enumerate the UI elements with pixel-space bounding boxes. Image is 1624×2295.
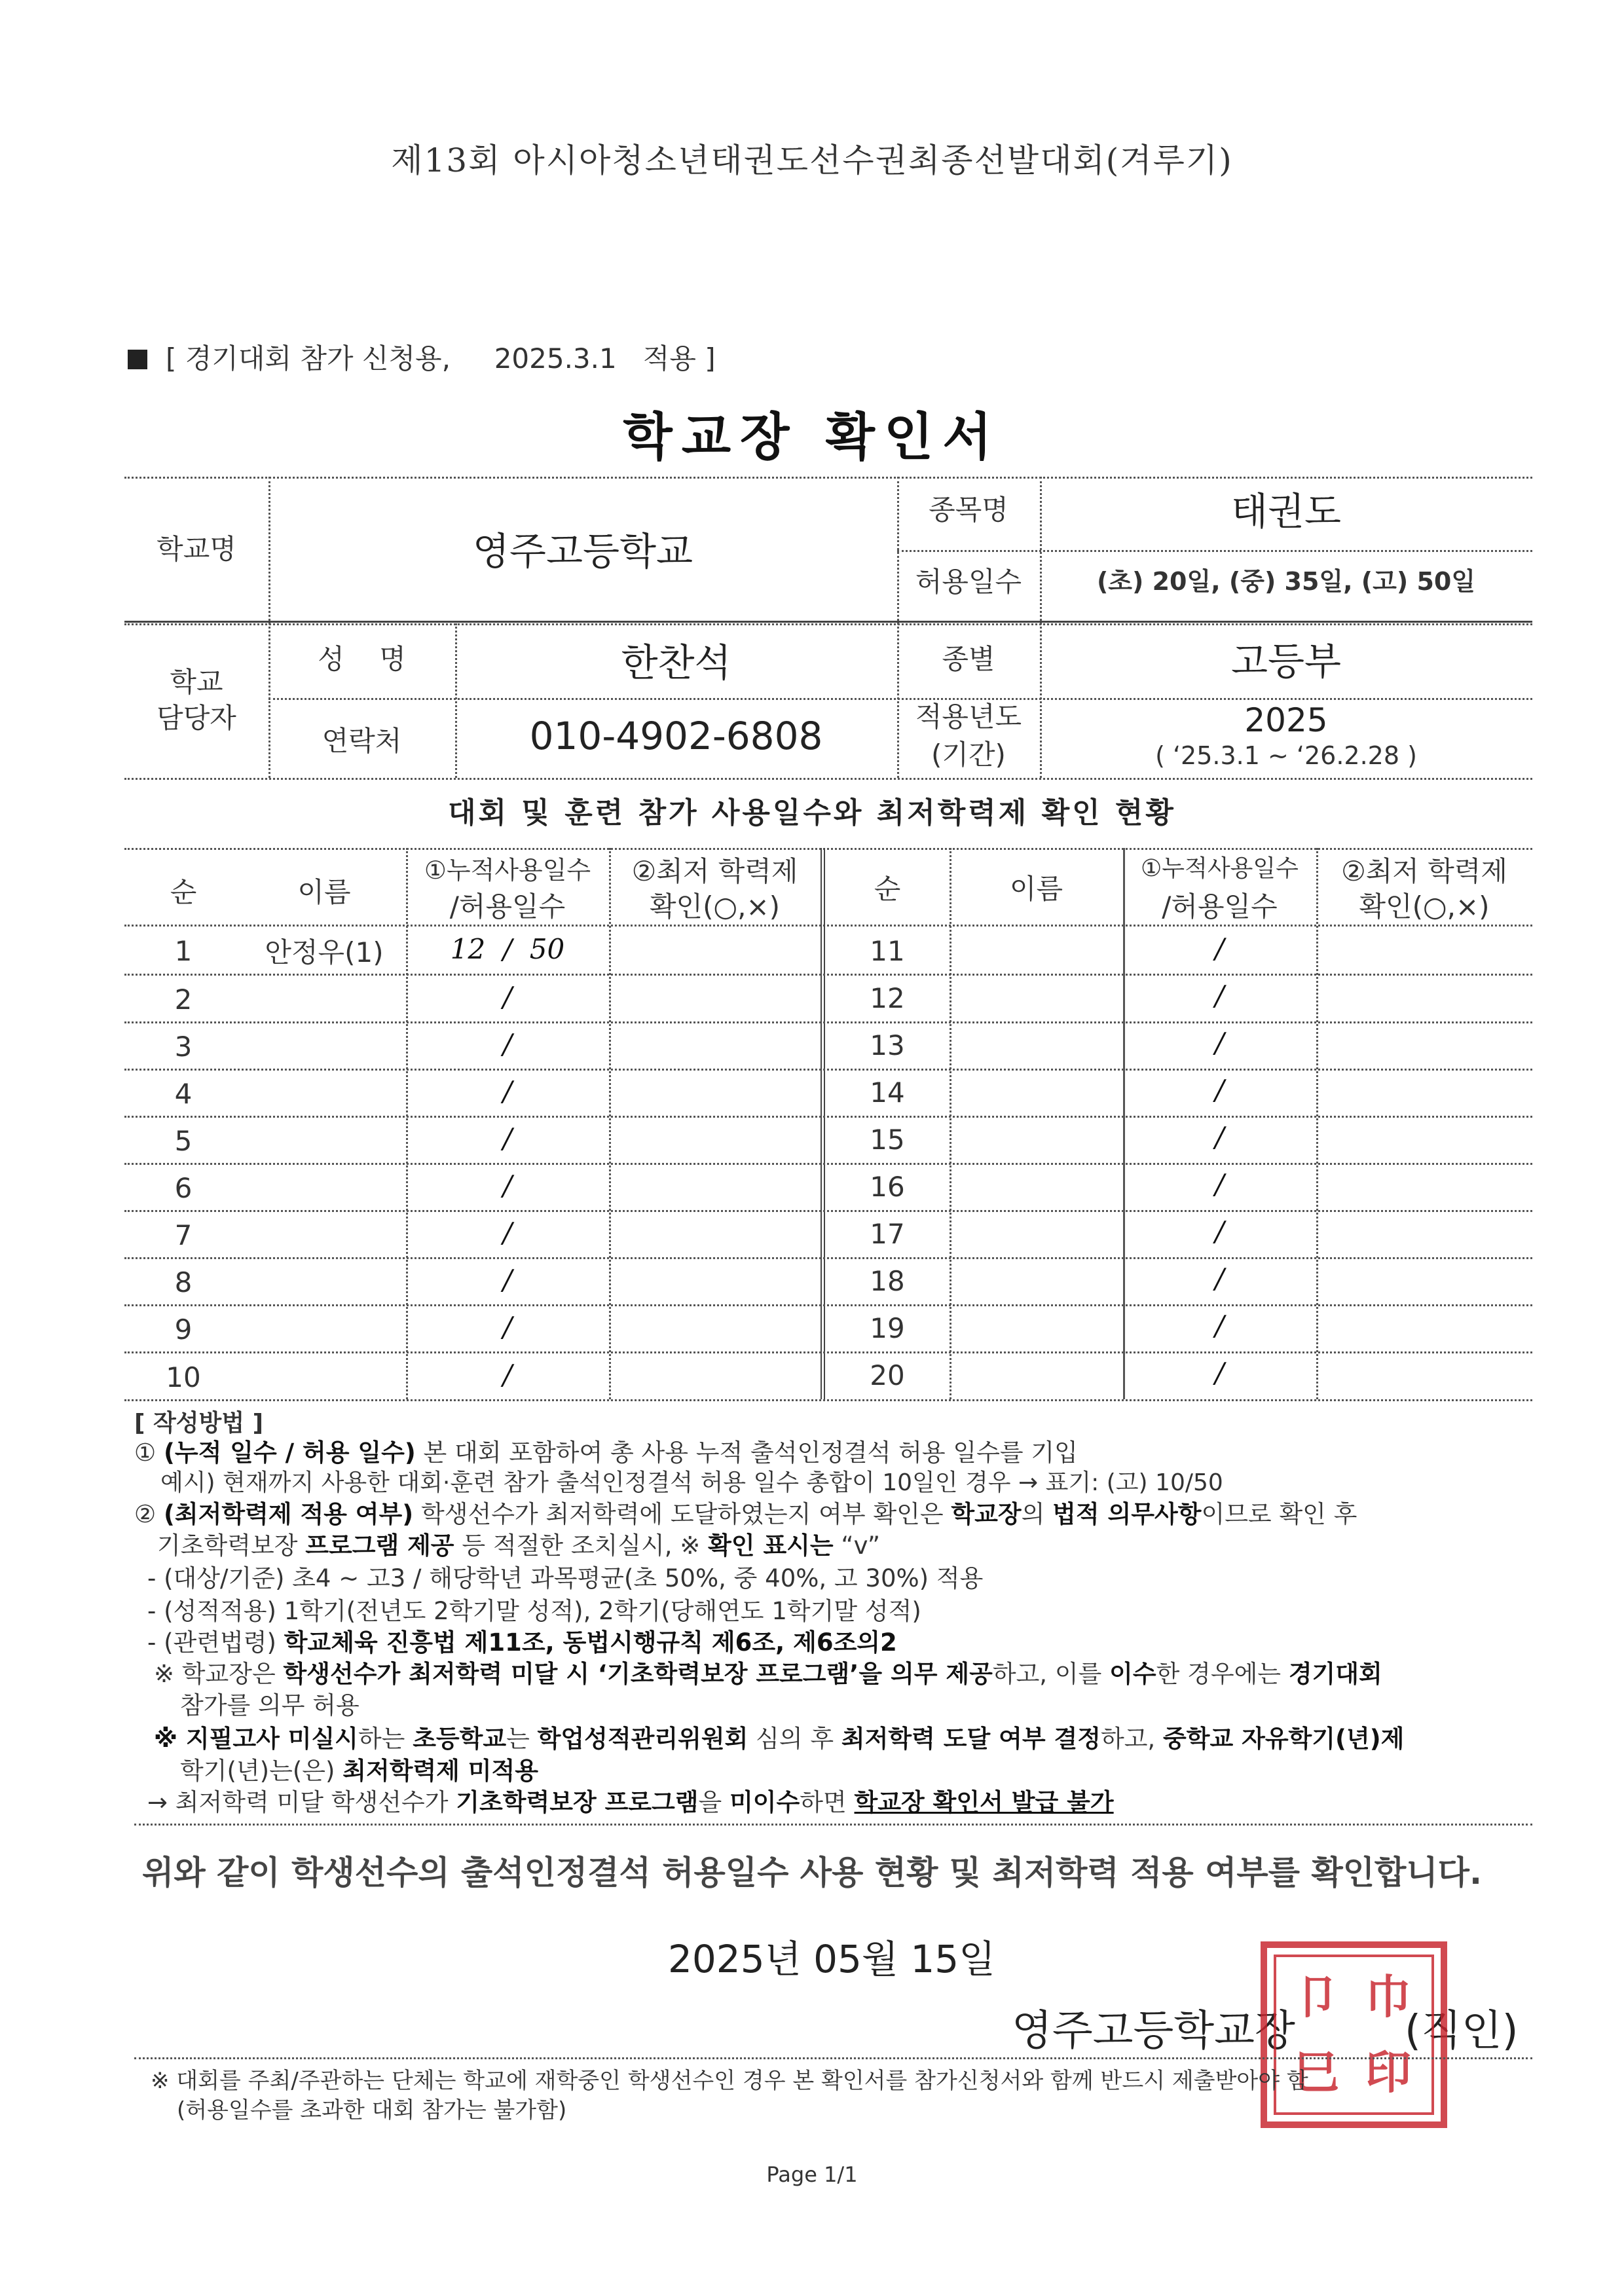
- page-number: Page 1/1: [766, 2162, 858, 2187]
- issue-date: 2025년 05월 15일: [668, 1937, 996, 1981]
- row-no: 17: [870, 1218, 905, 1250]
- emphasis: 중학교 자유학기(년)제: [1162, 1725, 1405, 1753]
- text: 학기(년)는(은): [180, 1757, 343, 1785]
- row-days: /: [1215, 1215, 1225, 1247]
- method-line: [134, 1433, 1078, 1468]
- text: 는: [506, 1725, 538, 1753]
- method-line: [154, 1719, 1404, 1754]
- name-value: 한찬석: [621, 640, 731, 685]
- confirmation-statement: 위와 같이 학생선수의 출석인정결석 허용일수 사용 현황 및 최저학력 적용 여부를 확인합니다.: [142, 1854, 1482, 1892]
- header-name: 이름: [297, 876, 351, 908]
- row-days: /: [502, 1028, 513, 1060]
- method-line: [147, 1782, 1114, 1818]
- header-check-right-line2: 확인(○,×): [1359, 890, 1490, 923]
- row-days: /: [502, 981, 513, 1013]
- emphasis: 기초학력보장 프로그램: [456, 1788, 699, 1816]
- divider: [124, 1116, 1532, 1118]
- emphasis: 미이수: [729, 1788, 800, 1816]
- text: ※ 학교장은: [154, 1660, 284, 1688]
- seal-mark-icon: 印: [1365, 2045, 1411, 2099]
- seal-mark-icon: 卩: [1293, 1970, 1339, 2024]
- row-no: 12: [870, 982, 905, 1014]
- text: 하면: [800, 1788, 855, 1816]
- row-no: 9: [174, 1313, 193, 1346]
- method-line: [157, 1526, 880, 1561]
- column-divider: [821, 848, 825, 1399]
- divider: [124, 1210, 1532, 1212]
- text: 하고, 이를: [992, 1660, 1110, 1688]
- row-days: 12 / 50: [450, 933, 565, 965]
- manager-label-line1: 학교: [170, 666, 223, 698]
- divider: [134, 1824, 1532, 1826]
- header-days-line2: /허용일수: [449, 890, 566, 923]
- row-name: 안정우(1): [265, 936, 384, 968]
- method-line: [147, 1623, 897, 1658]
- row-no: 5: [174, 1125, 193, 1157]
- footer-note: ※ 대회를 주최/주관하는 단체는 학교에 재학중인 학생선수인 경우 본 확인서를 참가신청서와 함께 반드시 제출받아야 함: [151, 2068, 1308, 2094]
- method-line: [154, 1654, 1382, 1689]
- method-line: [134, 1494, 1357, 1530]
- row-days: /: [1215, 1357, 1225, 1389]
- emphasis: 최저학력 도달 여부 결정: [841, 1725, 1101, 1753]
- event-title: 제13회 아시아청소년태권도선수권최종선발대회(겨루기): [391, 141, 1233, 179]
- row-days: /: [1215, 1168, 1225, 1200]
- text: 기초학력보장: [157, 1532, 306, 1560]
- row-no: 2: [174, 983, 193, 1016]
- divider: [124, 1351, 1532, 1353]
- row-no: 14: [870, 1076, 905, 1109]
- emphasis: 프로그램 제공: [305, 1532, 454, 1560]
- text: 학생선수가 최저학력에 도달하였는지 여부 확인은: [413, 1500, 951, 1528]
- emphasis: 초등학교: [413, 1725, 507, 1753]
- status-heading: 대회 및 훈련 참가 사용일수와 최저학력제 확인 현황: [448, 796, 1176, 830]
- row-days: /: [1215, 1027, 1225, 1059]
- text: → 최저학력 미달 학생선수: [147, 1788, 425, 1816]
- header-no-right: 순: [874, 873, 901, 905]
- row-days: /: [502, 1169, 513, 1202]
- row-no: 13: [870, 1029, 905, 1061]
- emphasis: ※ 지필고사 미실시: [154, 1725, 358, 1753]
- row-days: /: [502, 1122, 513, 1154]
- emphasis: (누적 일수 / 허용 일수): [163, 1439, 416, 1467]
- emphasis: 최저학력제 미적용: [342, 1757, 539, 1785]
- method-line: - (성적적용) 1학기(전년도 2학기말 성적), 2학기(당해연도 1학기말 성적): [147, 1597, 921, 1625]
- divider: [897, 550, 1532, 552]
- divider: [124, 621, 1532, 623]
- row-days: /: [1215, 1074, 1225, 1106]
- period-value: ( ‘25.3.1 ~ ‘26.2.28 ): [1155, 741, 1417, 770]
- method-line: 예시) 현재까지 사용한 대회·훈련 참가 출석인정결석 허용 일수 총합이 10일인 경우 → 표기: (고) 10/50: [160, 1469, 1223, 1496]
- row-days: /: [1215, 1121, 1225, 1153]
- divider: [124, 778, 1532, 780]
- row-no: 10: [166, 1361, 201, 1393]
- method-line: 참가를 의무 허용: [180, 1691, 360, 1719]
- emphasis: 확인 표시는: [708, 1532, 834, 1560]
- row-days: /: [1215, 1262, 1225, 1294]
- header-days-line1: ①누적사용일수: [424, 856, 591, 885]
- year-label-line2: (기간): [931, 739, 1006, 771]
- divider: [1316, 848, 1318, 1399]
- divider: [950, 848, 951, 1399]
- year-label-line1: 적용년도: [915, 701, 1022, 733]
- seal-label: (직인): [1405, 2007, 1519, 2055]
- sport-label: 종목명: [929, 494, 1008, 526]
- allowed-days-label: 허용일수: [915, 566, 1022, 598]
- text: 이므로 확인 후: [1201, 1500, 1357, 1528]
- row-no: 15: [870, 1124, 905, 1156]
- sport-value: 태권도: [1230, 489, 1342, 534]
- contact-value: 010-4902-6808: [529, 714, 823, 758]
- text: 등 적절한 조치실시, ※: [454, 1532, 709, 1560]
- row-no: 18: [870, 1265, 905, 1297]
- row-no: 20: [870, 1359, 905, 1391]
- row-no: 4: [174, 1078, 193, 1110]
- divider: [124, 1304, 1532, 1306]
- row-days: /: [502, 1075, 513, 1107]
- text: 본 대회 포함하여 총 사용 누적 출석인정결석 허용 일수를 기입: [415, 1439, 1078, 1467]
- row-days: /: [1215, 1310, 1225, 1342]
- header-no: 순: [170, 876, 197, 908]
- row-days: /: [502, 1311, 513, 1343]
- circled-number: ②: [134, 1500, 164, 1528]
- text: 의: [1021, 1500, 1053, 1528]
- year-value: 2025: [1244, 701, 1328, 739]
- footer-note: (허용일수를 초과한 대회 참가는 불가함): [177, 2097, 567, 2123]
- row-no: 16: [870, 1171, 905, 1203]
- text: 하고,: [1100, 1725, 1163, 1753]
- header-check-line2: 확인(○,×): [649, 890, 781, 923]
- divider: [134, 2057, 1532, 2059]
- emphasis: 학교체육 진흥법 제11조, 동법시행규칙 제6조, 제6조의2: [284, 1628, 897, 1657]
- divider: [609, 848, 611, 1399]
- divider: [124, 1399, 1532, 1401]
- row-no: 8: [174, 1266, 193, 1298]
- contact-label: 연락처: [322, 725, 402, 757]
- divider: [124, 477, 1532, 479]
- school-value: 영주고등학교: [472, 529, 693, 574]
- row-days: /: [1215, 980, 1225, 1012]
- method-line: - (대상/기준) 초4 ~ 고3 / 해당학년 과목평균(초 50%, 중 40%, 고 30%) 적용: [147, 1564, 984, 1592]
- text: 을: [698, 1788, 730, 1816]
- method-line: [180, 1751, 538, 1786]
- circled-number: ①: [134, 1439, 164, 1467]
- divider: [124, 1257, 1532, 1259]
- signer-name: 영주고등학교장: [1012, 2007, 1295, 2055]
- row-no: 11: [870, 935, 905, 967]
- category-value: 고등부: [1230, 639, 1342, 684]
- emphasis: 이수: [1109, 1660, 1156, 1688]
- row-no: 3: [174, 1031, 193, 1063]
- emphasis: 경기대회: [1288, 1660, 1382, 1688]
- row-days: /: [502, 1359, 513, 1391]
- emphasis: 법적 의무사항: [1052, 1500, 1202, 1528]
- emphasis: 학업성적관리위원회: [537, 1725, 748, 1753]
- header-days-right-line2: /허용일수: [1162, 890, 1278, 923]
- divider: [124, 1163, 1532, 1165]
- notice-text: [ 경기대회 참가 신청용, 2025.3.1 적용 ]: [166, 342, 716, 375]
- text: 한 경우에는: [1156, 1660, 1289, 1688]
- row-days: /: [502, 1217, 513, 1249]
- emphasis: (최저학력제 적용 여부): [163, 1500, 414, 1528]
- divider: [124, 1069, 1532, 1071]
- text: “v”: [833, 1532, 881, 1560]
- header-days-right-line1: ①누적사용일수: [1141, 855, 1299, 882]
- divider: [124, 1021, 1532, 1023]
- notice-line: [128, 337, 716, 376]
- allowed-days-value: (초) 20일, (중) 35일, (고) 50일: [1096, 567, 1476, 596]
- row-no: 7: [174, 1219, 193, 1251]
- divider: [124, 925, 1532, 927]
- header-name-right: 이름: [1009, 873, 1063, 905]
- row-no: 6: [174, 1172, 193, 1204]
- divider: [124, 974, 1532, 976]
- school-label: 학교명: [157, 533, 236, 565]
- official-seal-stamp: [1261, 1941, 1447, 2128]
- row-no: 1: [174, 935, 193, 967]
- seal-mark-icon: 巳: [1293, 2045, 1339, 2099]
- category-label: 종별: [942, 643, 995, 675]
- row-days: /: [1215, 932, 1225, 964]
- divider: [124, 623, 1532, 625]
- text: 하는: [358, 1725, 413, 1753]
- row-no: 19: [870, 1312, 905, 1344]
- square-bullet-icon: [128, 350, 147, 369]
- emphasis: 학교장: [951, 1500, 1022, 1528]
- text: 가: [424, 1788, 456, 1816]
- method-title: [ 작성방법 ]: [134, 1410, 264, 1437]
- emphasis: 학생선수가 최저학력 미달 시 ‘기초학력보장 프로그램’을 의무 제공: [283, 1660, 993, 1688]
- document-title: 학교장 확인서: [623, 408, 1001, 467]
- seal-mark-icon: 巾: [1365, 1970, 1411, 2024]
- name-label: 성 명: [318, 643, 406, 675]
- text: - (관련법령): [147, 1628, 284, 1657]
- header-check-right-line1: ②최저 학력제: [1341, 855, 1507, 887]
- text: 심의 후: [748, 1725, 841, 1753]
- header-check-line1: ②최저 학력제: [631, 855, 798, 887]
- row-days: /: [502, 1264, 513, 1296]
- emphasis: 학교장 확인서 발급 불가: [854, 1788, 1114, 1816]
- manager-label-line2: 담당자: [157, 702, 236, 734]
